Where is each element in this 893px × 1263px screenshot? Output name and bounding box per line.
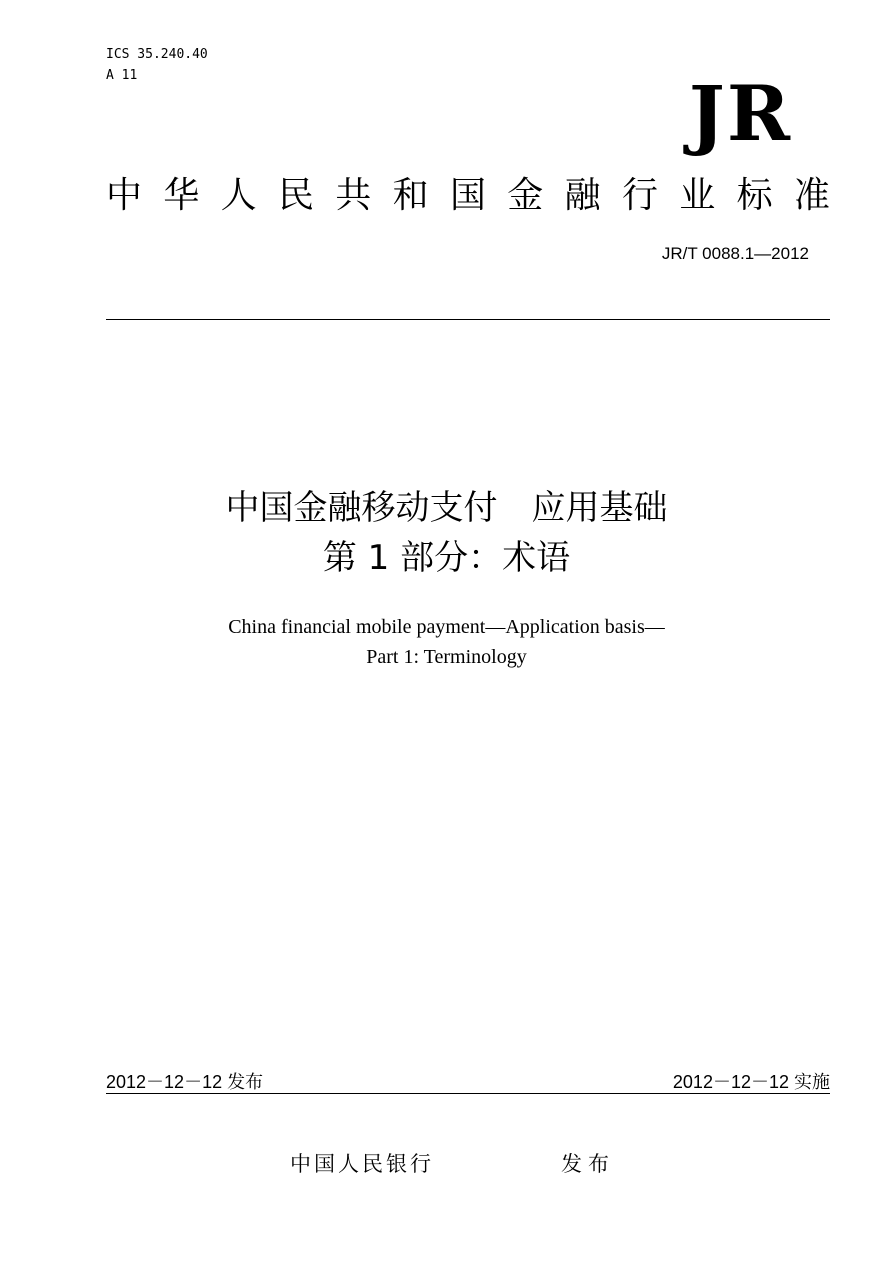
category-title-char: 融 — [564, 175, 601, 216]
standard-category-title — [106, 172, 830, 220]
category-title-char: 标 — [736, 175, 773, 216]
category-title-char: 业 — [679, 175, 716, 216]
category-title-char: 金 — [507, 175, 544, 216]
title-en-line1: China financial mobile payment—Application basis— — [228, 616, 665, 638]
category-title-char: 行 — [621, 175, 658, 216]
issue-action: 发布 — [561, 1152, 615, 1176]
ics-code: ICS 35.240.40 — [106, 47, 208, 62]
title-cn-line2: 第 1 部分：术语 — [322, 538, 571, 578]
category-title-char: 中 — [106, 175, 143, 216]
jr-logo: JR — [688, 69, 792, 158]
classification-block — [106, 44, 208, 86]
title-en-line2: Part 1: Terminology — [366, 646, 527, 668]
category-title-char: 人 — [220, 175, 257, 216]
category-title-char: 华 — [163, 175, 200, 216]
category-title-char: 民 — [277, 175, 314, 216]
implement-date: 2012－12－12 实施 — [672, 1072, 830, 1092]
bottom-divider — [106, 1093, 830, 1094]
category-title-char: 和 — [392, 175, 429, 216]
publish-date: 2012－12－12 发布 — [106, 1072, 264, 1092]
category-title-char: 准 — [793, 175, 830, 216]
category-title-char: 共 — [335, 175, 372, 216]
standard-code: JR/T 0088.1—2012 — [661, 244, 809, 263]
class-code: A 11 — [106, 68, 138, 83]
title-cn-line1: 中国金融移动支付 应用基础 — [225, 488, 668, 528]
category-title-char: 国 — [449, 175, 486, 216]
issuer-name: 中国人民银行 — [290, 1152, 434, 1176]
top-divider — [106, 319, 830, 320]
